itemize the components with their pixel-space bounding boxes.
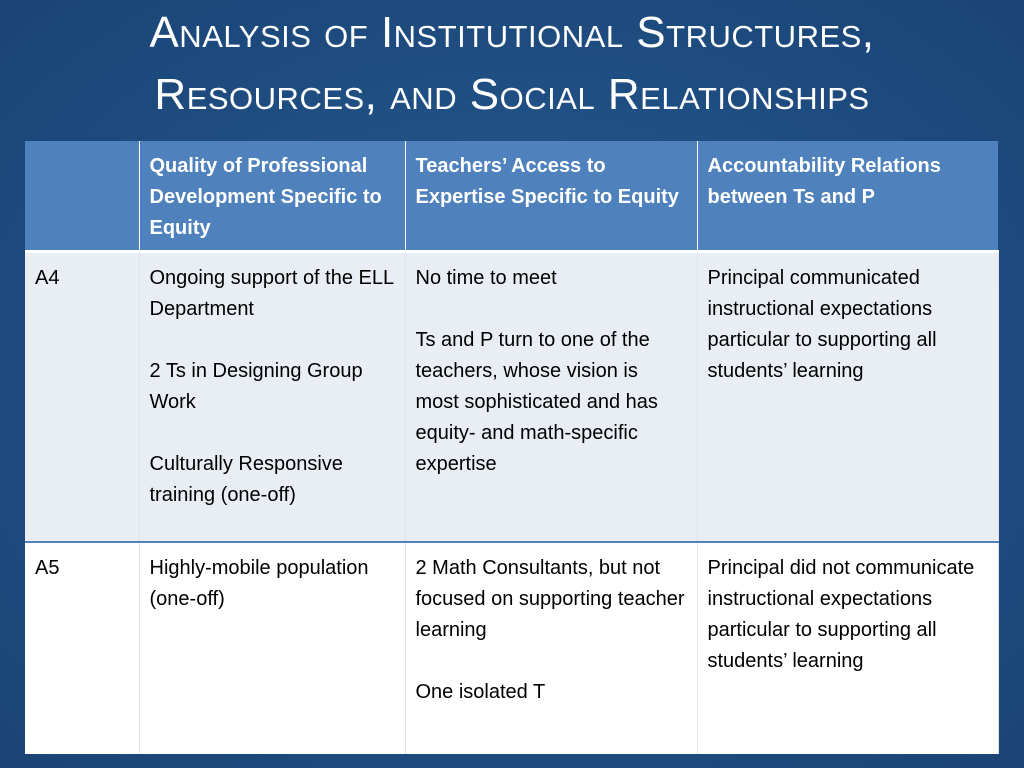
header-corner-cell xyxy=(25,141,139,252)
header-access-to-expertise: Teachers’ Access to Expertise Specific to Equity xyxy=(405,141,697,252)
access-cell xyxy=(405,252,697,542)
pd-cell xyxy=(139,252,405,542)
table-header-row xyxy=(25,141,998,252)
header-accountability-relations: Accountability Relations between Ts and P xyxy=(697,141,998,252)
accountability-cell xyxy=(697,252,998,542)
slide-title-line-1: Analysis of Institutional Structures, xyxy=(149,8,875,57)
cell-paragraph: 2 Ts in Designing Group Work xyxy=(149,360,363,413)
header-professional-development: Quality of Professional Development Specific to Equity xyxy=(139,141,405,252)
cell-paragraph: One isolated T xyxy=(415,680,546,703)
cell-paragraph: Ongoing support of the ELL Department xyxy=(149,267,394,320)
access-cell xyxy=(405,542,697,754)
analysis-table xyxy=(25,141,999,754)
row-label: A5 xyxy=(25,542,139,754)
cell-paragraph: Principal did not communicate instructional expectations particular to supporting all students’ learning xyxy=(707,556,975,672)
cell-paragraph: Culturally Responsive training (one-off) xyxy=(149,453,343,506)
slide-title-line-2: Resources, and Social Relationships xyxy=(154,70,870,119)
cell-paragraph: Ts and P turn to one of the teachers, whose vision is most sophisticated and has equity- and math-specific expertise xyxy=(415,329,658,475)
cell-paragraph: Principal communicated instructional expectations particular to supporting all students’ learning xyxy=(707,267,937,382)
cell-paragraph: No time to meet xyxy=(415,267,557,289)
cell-paragraph: Highly-mobile population (one-off) xyxy=(149,556,369,610)
accountability-cell xyxy=(697,542,998,754)
row-label: A4 xyxy=(25,252,139,542)
cell-paragraph: 2 Math Consultants, but not focused on supporting teacher learning xyxy=(415,556,685,641)
pd-cell xyxy=(139,542,405,754)
table-row xyxy=(25,542,998,754)
table-row xyxy=(25,252,998,542)
slide-title xyxy=(0,2,1024,126)
